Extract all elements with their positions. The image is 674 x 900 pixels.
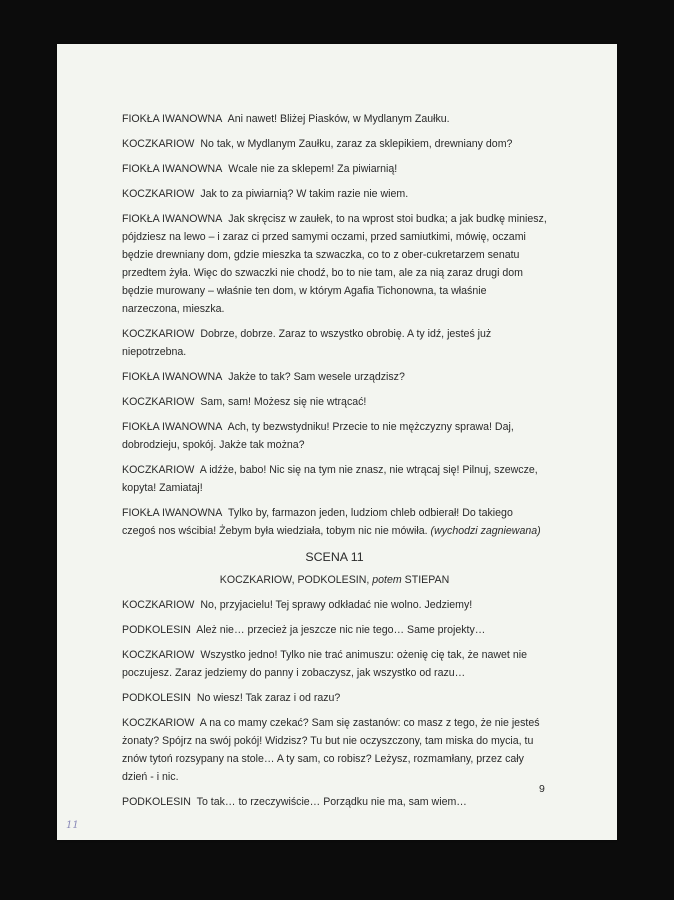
document-body bbox=[122, 110, 547, 818]
dialogue-text: Tylko by, farmazon jeden, ludziom chleb odbierał! Do takiego czegoś nos wścibia! Żebym była wiedziała, tobym nic nie mówiła. bbox=[122, 507, 513, 537]
dialogue-line bbox=[122, 621, 547, 639]
dialogue-text: No, przyjacielu! Tej sprawy odkładać nie wolno. Jedziemy! bbox=[200, 599, 473, 611]
speaker-name: FIOKŁA IWANOWNA bbox=[122, 113, 223, 125]
speaker-name: KOCZKARIOW bbox=[122, 328, 195, 340]
dialogue-text: Sam, sam! Możesz się nie wtrącać! bbox=[200, 396, 367, 408]
speaker-name: FIOKŁA IWANOWNA bbox=[122, 507, 223, 519]
dialogue-line bbox=[122, 393, 547, 411]
dialogue-text: No tak, w Mydlanym Zaułku, zaraz za sklepikiem, drewniany dom? bbox=[200, 138, 513, 150]
dialogue-text: A na co mamy czekać? Sam się zastanów: co masz z tego, że nie jesteś żonaty? Spójrz na swój pokój! Widzisz? Tu but nie oczyszczony, tam miska do mycia, tu znów tytoń rozsypany na stole… A ty sam, co robisz? Leżysz, rozmamłany, przez cały dzień - i nic. bbox=[122, 717, 540, 783]
speaker-name: FIOKŁA IWANOWNA bbox=[122, 163, 223, 175]
dialogue-line bbox=[122, 596, 547, 614]
speaker-name: KOCZKARIOW bbox=[122, 188, 195, 200]
document-page bbox=[57, 44, 617, 840]
speaker-name: KOCZKARIOW bbox=[122, 138, 195, 150]
speaker-name: PODKOLESIN bbox=[122, 624, 191, 636]
speaker-name: PODKOLESIN bbox=[122, 796, 191, 808]
scene-characters-then: potem bbox=[372, 574, 402, 586]
dialogue-line bbox=[122, 646, 547, 682]
speaker-name: PODKOLESIN bbox=[122, 692, 191, 704]
dialogue-line bbox=[122, 714, 547, 786]
dialogue-line bbox=[122, 418, 547, 454]
page-number: 9 bbox=[539, 783, 545, 795]
dialogue-line bbox=[122, 210, 547, 318]
speaker-name: KOCZKARIOW bbox=[122, 396, 195, 408]
dialogue-text: Wcale nie za sklepem! Za piwiarnią! bbox=[228, 163, 398, 175]
speaker-name: KOCZKARIOW bbox=[122, 599, 195, 611]
dialogue-line bbox=[122, 461, 547, 497]
dialogue-text: Wszystko jedno! Tylko nie trać animuszu: ożenię cię tak, że nawet nie poczujesz. Zaraz jedziemy do panny i zobaczysz, jak wszystko od razu… bbox=[122, 649, 527, 679]
dialogue-line bbox=[122, 689, 547, 707]
scene-characters-main: KOCZKARIOW, PODKOLESIN, bbox=[219, 574, 370, 586]
dialogue-line bbox=[122, 793, 547, 811]
dialogue-line bbox=[122, 325, 547, 361]
dialogue-line bbox=[122, 110, 547, 128]
scene-characters bbox=[122, 571, 547, 589]
speaker-name: FIOKŁA IWANOWNA bbox=[122, 421, 223, 433]
speaker-name: KOCZKARIOW bbox=[122, 649, 195, 661]
dialogue-line bbox=[122, 160, 547, 178]
dialogue-text: Jak skręcisz w zaułek, to na wprost stoi budka; a jak budkę miniesz, pójdziesz na lewo – i zaraz ci przed samymi oczami, przed samiutkimi, mówię, oczami będzie drewniany dom, gdzie mieszka ta szwaczka, co to z ober-cukretarzem senatu przedtem żyła. Więc do szwaczki nie chodź, bo to nie tam, ale za nią zaraz drugi dom będzie murowany – właśnie ten dom, w którym Agafia Tichonowna, ta właśnie narzeczona, mieszka. bbox=[122, 213, 547, 315]
dialogue-line bbox=[122, 368, 547, 386]
dialogue-line bbox=[122, 185, 547, 203]
dialogue-text: Ach, ty bezwstydniku! Przecie to nie mężczyzny sprawa! Daj, dobrodzieju, spokój. Jakże tak można? bbox=[122, 421, 514, 451]
speaker-name: FIOKŁA IWANOWNA bbox=[122, 371, 223, 383]
dialogue-text: No wiesz! Tak zaraz i od razu? bbox=[196, 692, 341, 704]
speaker-name: FIOKŁA IWANOWNA bbox=[122, 213, 223, 225]
stage-direction: (wychodzi zagniewana) bbox=[430, 525, 541, 537]
dialogue-line bbox=[122, 504, 547, 540]
scene-title: SCENA 11 bbox=[305, 550, 364, 564]
speaker-name: KOCZKARIOW bbox=[122, 717, 195, 729]
dialogue-text: A idźże, babo! Nic się na tym nie znasz, nie wtrącaj się! Pilnuj, szewcze, kopyta! Zamiataj! bbox=[122, 464, 538, 494]
speaker-name: KOCZKARIOW bbox=[122, 464, 195, 476]
dialogue-text: Jakże to tak? Sam wesele urządzisz? bbox=[228, 371, 405, 383]
dialogue-line bbox=[122, 135, 547, 153]
dialogue-text: Jak to za piwiarnią? W takim razie nie wiem. bbox=[200, 188, 409, 200]
handwritten-sheet-number: 11 bbox=[66, 820, 79, 831]
dialogue-text: To tak… to rzeczywiście… Porządku nie ma, sam wiem… bbox=[196, 796, 467, 808]
dialogue-text: Ani nawet! Bliżej Piasków, w Mydlanym Zaułku. bbox=[227, 113, 450, 125]
scene-characters-end: STIEPAN bbox=[404, 574, 450, 586]
dialogue-text: Dobrze, dobrze. Zaraz to wszystko obrobię. A ty idź, jesteś już niepotrzebna. bbox=[122, 328, 492, 358]
dialogue-text: Ależ nie… przecież ja jeszcze nic nie tego… Same projekty… bbox=[196, 624, 486, 636]
